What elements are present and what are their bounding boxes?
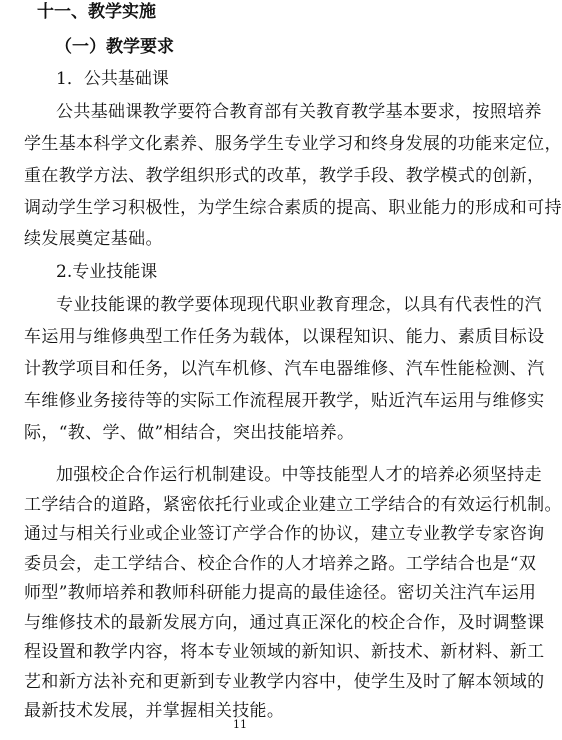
paragraph-line: 通过与相关行业或企业签订产学合作的协议，建立专业教学专家咨询 xyxy=(24,524,545,544)
paragraph-line: 工学结合的道路，紧密依托行业或企业建立工学结合的有效运行机制。 xyxy=(24,494,562,515)
paragraph-line: 调动学生学习积极性，为学生综合素质的提高、职业能力的形成和可持 xyxy=(24,198,562,218)
item1-heading: 1．公共基础课 xyxy=(56,69,169,89)
paragraph-line: 学生基本科学文化素养、服务学生专业学习和终身发展的功能来定位， xyxy=(24,134,562,154)
section-title: 十一、教学实施 xyxy=(37,2,156,22)
paragraph-line: 专业技能课的教学要体现现代职业教育理念，以具有代表性的汽 xyxy=(56,295,542,315)
paragraph-line: 最新技术发展，并掌握相关技能。 xyxy=(24,701,285,721)
paragraph-line: 艺和新方法补充和更新到专业教学内容中，使学生及时了解本领域的 xyxy=(24,671,545,692)
paragraph-line: 车运用与维修典型工作任务为载体，以课程知识、能力、素质目标设 xyxy=(24,327,545,347)
paragraph-line: 际，“教、学、做”相结合，突出技能培养。 xyxy=(24,423,355,443)
paragraph-line: 与维修技术的最新发展方向，通过真正深化的校企合作，及时调整课 xyxy=(24,612,545,633)
paragraph-line: 师型”教师培养和教师科研能力提高的最佳途径。密切关注汽车运用 xyxy=(24,583,537,603)
paragraph-line: 重在教学方法、教学组织形式的改革，教学手段、教学模式的创新， xyxy=(24,166,545,186)
paragraph-line: 加强校企合作运行机制建设。中等技能型人才的培养必须坚持走 xyxy=(56,465,542,485)
paragraph-line: 计教学项目和任务，以汽车机修、汽车电器维修、汽车性能检测、汽 xyxy=(24,359,545,379)
paragraph-line: 续发展奠定基础。 xyxy=(24,229,163,249)
paragraph-line: 车维修业务接待等的实际工作流程展开教学，贴近汽车运用与维修实 xyxy=(24,391,545,411)
paragraph-line: 程设置和教学内容，将本专业领域的新知识、新技术、新材料、新工 xyxy=(24,642,545,662)
page-number: 11 xyxy=(233,718,247,731)
item2-heading: 2.专业技能课 xyxy=(56,262,158,282)
section-subtitle: （一）教学要求 xyxy=(55,37,174,57)
paragraph-line: 委员会，走工学结合、校企合作的人才培养之路。工学结合也是“双 xyxy=(24,553,537,574)
paragraph-line: 公共基础课教学要符合教育部有关教育教学基本要求，按照培养 xyxy=(56,102,542,122)
